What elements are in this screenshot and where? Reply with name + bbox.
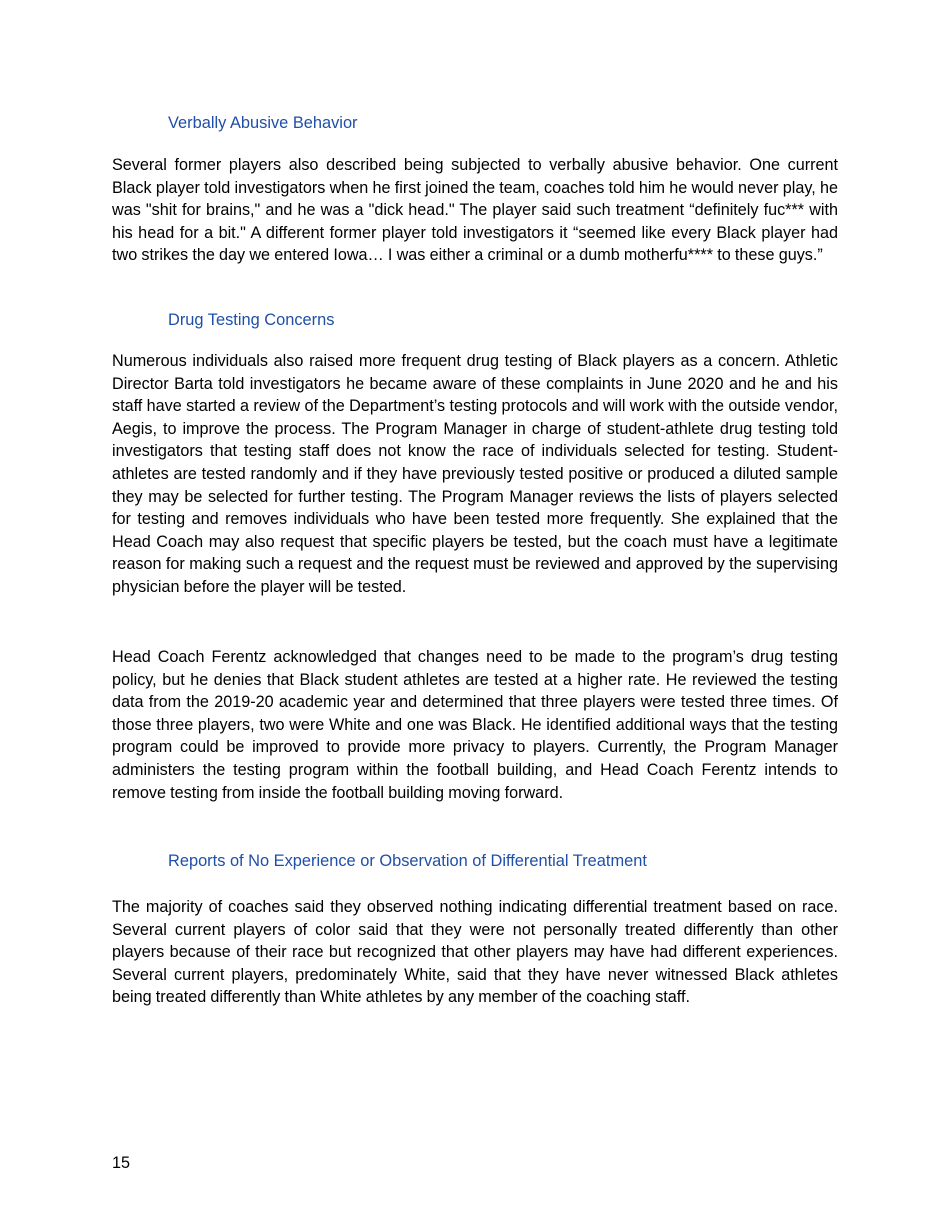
section-heading-verbally-abusive-behavior: Verbally Abusive Behavior <box>168 114 358 132</box>
paragraph-drug-testing-program: Numerous individuals also raised more frequent drug testing of Black players as a concern. Athletic Director Barta told investigators he became aware of these complaints in June 2020 and he and his staff have started a review of the Department’s testing protocols and will work with the outside vendor, Aegis, to improve the process. The Program Manager in charge of student-athlete drug testing told investigators that testing staff does not know the race of individuals selected for testing. Student-athletes are tested randomly and if they have previously tested positive or produced a diluted sample they may be selected for further testing. The Program Manager reviews the lists of players selected for testing and removes individuals who have been tested more frequently. She explained that the Head Coach may also request that specific players be tested, but the coach must have a legitimate reason for making such a request and the request must be reviewed and approved by the supervising physician before the player will be tested. <box>112 352 838 596</box>
paragraph-no-differential-treatment: The majority of coaches said they observed nothing indicating differential treatment based on race. Several current players of color said that they were not personally treated differently than other players because of their race but recognized that other players may have had different experiences. Several current players, predominately White, said that they have never witnessed Black athletes being treated differently than White athletes by any member of the coaching staff. <box>112 898 838 1007</box>
paragraph-verbally-abusive-behavior: Several former players also described being subjected to verbally abusive behavior. One current Black player told investigators when he first joined the team, coaches told him he would never play, he was "shit for brains," and he was a "dick head." The player said such treatment “definitely fuc*** with his head for a bit." A different former player told investigators it “seemed like every Black player had two strikes the day we entered Iowa… I was either a criminal or a dumb motherfu**** to these guys.” <box>112 156 838 265</box>
section-heading-drug-testing-concerns: Drug Testing Concerns <box>168 311 335 329</box>
paragraph-head-coach-response: Head Coach Ferentz acknowledged that changes need to be made to the program’s drug testing policy, but he denies that Black student athletes are tested at a higher rate. He reviewed the testing data from the 2019-20 academic year and determined that three players were tested three times. Of those three players, two were White and one was Black. He identified additional ways that the testing program could be improved to provide more privacy to players. Currently, the Program Manager administers the testing program within the football building, and Head Coach Ferentz intends to remove testing from inside the football building moving forward. <box>112 648 838 802</box>
section-heading-no-differential-treatment: Reports of No Experience or Observation of Differential Treatment <box>168 852 647 870</box>
page-number: 15 <box>112 1154 131 1172</box>
